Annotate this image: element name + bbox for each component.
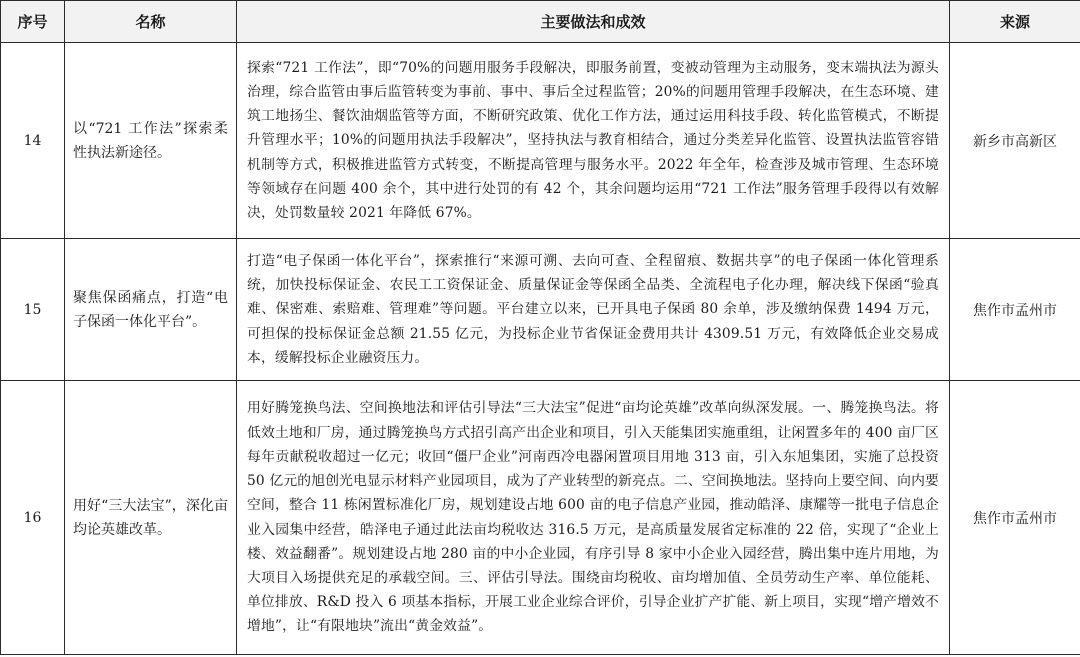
row-source: 焦作市孟州市	[950, 239, 1080, 381]
table-row	[1, 381, 1080, 655]
header-row	[1, 1, 1080, 43]
row-seq: 14	[1, 43, 65, 239]
header-name: 名称	[65, 1, 237, 43]
header-source: 来源	[950, 1, 1080, 43]
row-source: 新乡市高新区	[950, 43, 1080, 239]
row-seq: 15	[1, 239, 65, 381]
row-detail: 用好腾笼换鸟法、空间换地法和评估引导法“三大法宝”促进“亩均论英雄”改革向纵深发展。一、腾笼换鸟法。将低效土地和厂房，通过腾笼换鸟方式招引高产出企业和项目，引入天能集团实施重组，让闲置多年的 400 亩厂区每年贡献税收超过一亿元；收回“僵尸企业”河南西冷电器闲置项目用地 313 亩，引入东旭集团，实施了总投资 50 亿元的旭创光电显示材料产业园项目，成为了产业转型的新亮点。二、空间换地法。坚持向上要空间、向内要空间，整合 11 栋闲置标准化厂房，规划建设占地 600 亩的电子信息产业园，推动皓泽、康耀等一批电子信息企业入园集中经营，皓泽电子通过此法亩均税收达 316.5 万元，是高质量发展省定标准的 22 倍，实现了“企业上楼、效益翻番”。规划建设占地 280 亩的中小企业园，有序引导 8 家中小企业入园经营，腾出集中连片用地，为大项目入场提供充足的承载空间。三、评估引导法。围绕亩均税收、亩均增加值、全员劳动生产率、单位能耗、单位排放、R&D 投入 6 项基本指标，开展工业企业综合评价，引导企业扩产扩能、新上项目，实现“增产增效不增地”，让“有限地块”流出“黄金效益”。	[237, 381, 950, 655]
table-row	[1, 239, 1080, 381]
row-source: 焦作市孟州市	[950, 381, 1080, 655]
row-name: 用好“三大法宝”，深化亩均论英雄改革。	[65, 381, 237, 655]
table-row	[1, 43, 1080, 239]
header-seq: 序号	[1, 1, 65, 43]
header-detail: 主要做法和成效	[237, 1, 950, 43]
row-detail: 探索“721 工作法”，即“70%的问题用服务手段解决，即服务前置，变被动管理为主动服务，变末端执法为源头治理，综合监管由事后监管转变为事前、事中、事后全过程监管；20%的问题用管理手段解决，在生态环境、建筑工地扬尘、餐饮油烟监管等方面，不断研究政策、优化工作方法，通过运用科技手段、转化监管模式，不断提升管理水平；10%的问题用执法手段解决”，坚持执法与教育相结合，通过分类差异化监管、设置执法监管容错机制等方式，积极推进监管方式转变，不断提高管理与服务水平。2022 年全年，检查涉及城市管理、生态环境等领域存在问题 400 余个，其中进行处罚的有 42 个，其余问题均运用“721 工作法”服务管理手段得以有效解决，处罚数量较 2021 年降低 67%。	[237, 43, 950, 239]
row-name: 聚焦保函痛点，打造“电子保函一体化平台”。	[65, 239, 237, 381]
row-seq: 16	[1, 381, 65, 655]
row-detail: 打造“电子保函一体化平台”，探索推行“来源可溯、去向可查、全程留痕、数据共享”的电子保函一体化管理系统，加快投标保证金、农民工工资保证金、质量保证金等保函全品类、全流程电子化办理，解决线下保函“验真难、保密难、索赔难、管理难”等问题。平台建立以来，已开具电子保函 80 余单，涉及缴纳保费 1494 万元，可担保的投标保证金总额 21.55 亿元，为投标企业节省保证金费用共计 4309.51 万元，有效降低企业交易成本，缓解投标企业融资压力。	[237, 239, 950, 381]
row-name: 以“721 工作法”探索柔性执法新途径。	[65, 43, 237, 239]
